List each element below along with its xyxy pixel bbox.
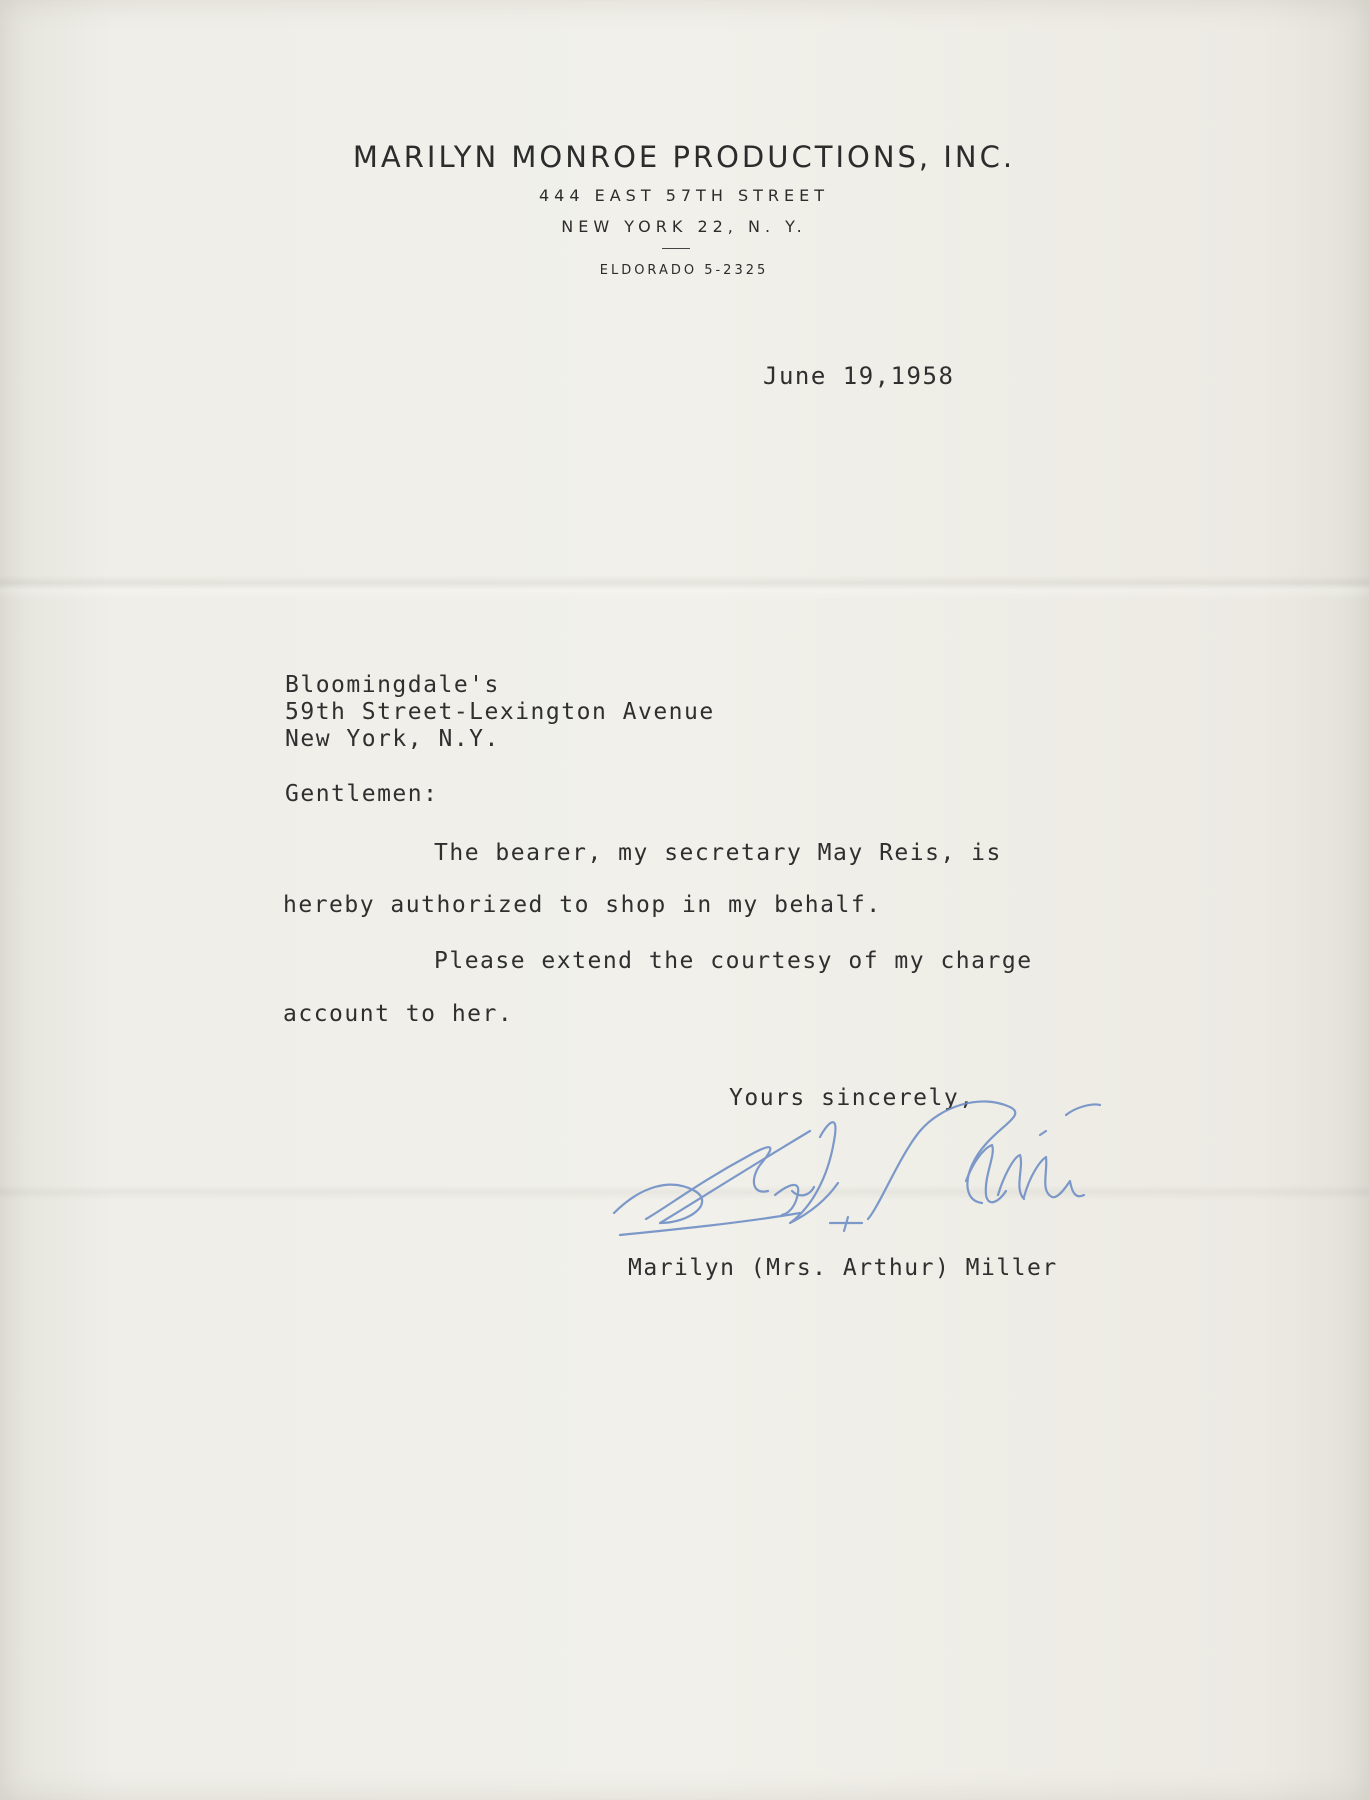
recipient-city: New York, N.Y. <box>285 726 500 752</box>
handwritten-signature <box>600 1095 1160 1255</box>
recipient-name: Bloomingdale's <box>285 672 500 698</box>
letter-date: June 19,1958 <box>763 362 955 390</box>
body-line-4: account to her. <box>283 1001 514 1027</box>
recipient-street: 59th Street-Lexington Avenue <box>285 699 715 725</box>
letterhead-phone: ELDORADO 5-2325 <box>599 263 769 278</box>
typed-signature-name: Marilyn (Mrs. Arthur) Miller <box>628 1255 1058 1281</box>
letterhead-city: NEW YORK 22, N. Y. <box>561 217 807 236</box>
letterhead-divider <box>662 248 690 249</box>
salutation: Gentlemen: <box>285 781 439 807</box>
closing: Yours sincerely, <box>729 1085 975 1111</box>
body-line-1: The bearer, my secretary May Reis, is <box>434 840 1002 866</box>
body-line-3: Please extend the courtesy of my charge <box>434 948 1033 974</box>
letterhead-company-name: MARILYN MONROE PRODUCTIONS, INC. <box>352 140 1016 174</box>
body-line-2: hereby authorized to shop in my behalf. <box>283 892 882 918</box>
letterhead-street-address: 444 EAST 57TH STREET <box>539 186 829 205</box>
